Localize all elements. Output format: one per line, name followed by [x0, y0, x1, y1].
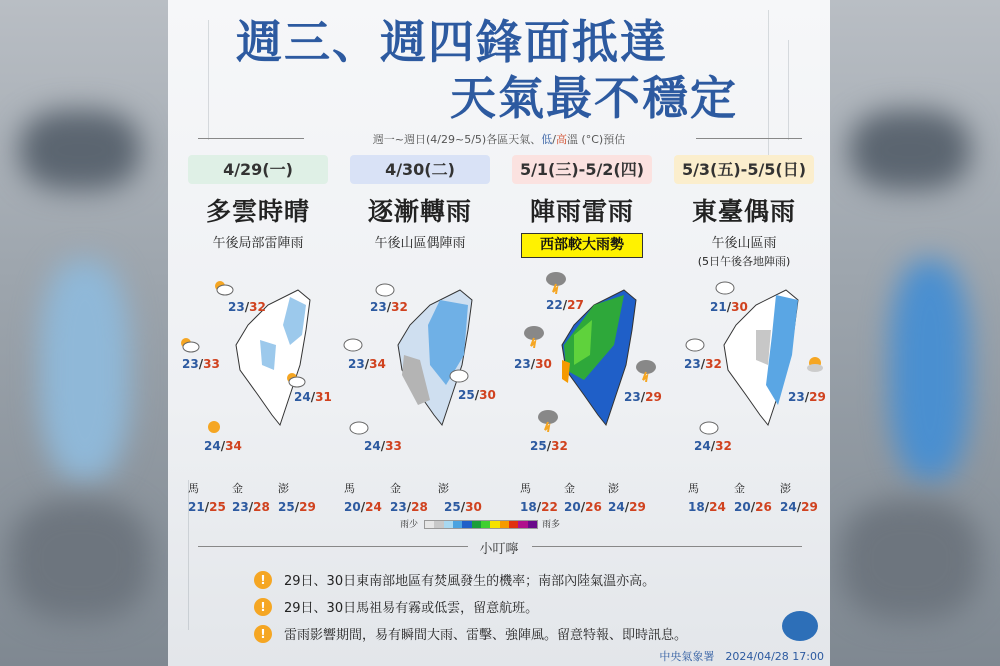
cloudy-icon: [348, 418, 370, 436]
cloudy-icon: [374, 280, 396, 298]
cloudy-icon: [714, 278, 736, 296]
date-pill: 4/29(一): [188, 155, 328, 184]
island-temp: 20/26: [734, 500, 772, 514]
weather-note: 午後局部雷陣雨: [212, 236, 304, 251]
partly-cloudy-icon: [284, 370, 306, 388]
island-label-kinmen: 金: [390, 482, 401, 495]
island-temp: 25/30: [444, 500, 482, 514]
day-column-3: [512, 155, 652, 258]
temp-central: 23/30: [514, 357, 552, 371]
thunderstorm-icon: [522, 324, 546, 348]
partly-cloudy-icon: [212, 278, 234, 296]
island-temp: 25/29: [278, 500, 316, 514]
island-label-kinmen: 金: [564, 482, 575, 495]
temp-south: 25/32: [530, 439, 568, 453]
warning-icon: !: [254, 598, 272, 616]
temp-central: 23/33: [182, 357, 220, 371]
tips-title: 小叮嚀: [479, 542, 519, 557]
weather-note: 午後山區偶陣雨: [374, 236, 466, 251]
temp-south: 24/33: [364, 439, 402, 453]
right-blurred-background: [830, 0, 1000, 666]
cloudy-icon: [342, 335, 364, 353]
rain-legend-bar: [424, 520, 538, 529]
date-pill: 5/1(三)-5/2(四): [512, 155, 652, 184]
temp-north: 23/32: [370, 300, 408, 314]
weather-summary: 多雲時晴: [205, 197, 310, 226]
island-temp: 24/29: [608, 500, 646, 514]
island-label-matsu: 馬: [344, 482, 355, 495]
island-temp: 20/26: [564, 500, 602, 514]
island-temp: 23/28: [390, 500, 428, 514]
cloudy-icon: [448, 366, 470, 384]
island-temp: 20/24: [344, 500, 382, 514]
title-line1: 週三、週四鋒面抵達: [236, 15, 668, 69]
island-label-matsu: 馬: [188, 482, 199, 495]
cloudy-icon: [684, 335, 706, 353]
island-temp: 21/25: [188, 500, 226, 514]
left-blurred-background: [0, 0, 168, 666]
island-label-kinmen: 金: [734, 482, 745, 495]
cwa-logo: [782, 611, 818, 641]
weather-note: 午後山區雨: [711, 236, 777, 251]
island-temp: 18/24: [688, 500, 726, 514]
warning-icon: !: [254, 571, 272, 589]
tip-item-3: 雷雨影響期間，易有瞬間大雨、雷擊、強陣風。留意特報、即時訊息。: [284, 628, 688, 643]
temp-central: 23/34: [348, 357, 386, 371]
island-label-penghu: 澎: [608, 482, 619, 495]
temp-north: 23/32: [228, 300, 266, 314]
temp-north: 21/30: [710, 300, 748, 314]
weather-summary: 陣雨雷雨: [529, 197, 634, 226]
thunderstorm-icon: [536, 408, 560, 432]
day-column-4: [674, 155, 814, 269]
thunderstorm-icon: [544, 270, 568, 294]
footer-source: 中央氣象署 2024/04/28 17:00: [659, 650, 824, 663]
tip-item-1: 29日、30日東南部地區有焚風發生的機率；南部內陸氣溫亦高。: [284, 574, 656, 589]
date-pill: 5/3(五)-5/5(日): [674, 155, 814, 184]
heavy-rain-tag: 西部較大雨勢: [521, 233, 643, 258]
island-label-penghu: 澎: [780, 482, 791, 495]
island-label-matsu: 馬: [688, 482, 699, 495]
thunderstorm-icon: [634, 358, 658, 382]
island-label-penghu: 澎: [438, 482, 449, 495]
island-temp: 18/22: [520, 500, 558, 514]
weather-poster: [168, 0, 830, 666]
island-label-penghu: 澎: [278, 482, 289, 495]
island-label-kinmen: 金: [232, 482, 243, 495]
temp-north: 22/27: [546, 298, 584, 312]
weather-summary: 逐漸轉雨: [367, 197, 472, 226]
legend-less: 雨少: [400, 520, 419, 530]
island-temp: 24/29: [780, 500, 818, 514]
subtitle: 週一~週日(4/29~5/5)各區天氣、低/高溫 (°C)預估: [372, 133, 626, 146]
day-column-1: [188, 155, 328, 251]
weather-summary: 東臺偶雨: [691, 197, 796, 226]
date-pill: 4/30(二): [350, 155, 490, 184]
temp-east: 25/30: [458, 388, 496, 402]
tip-item-2: 29日、30日馬祖易有霧或低雲，留意航班。: [284, 601, 539, 616]
sunny-icon: [204, 418, 226, 436]
temp-south: 24/32: [694, 439, 732, 453]
temp-central: 23/32: [684, 357, 722, 371]
temp-east: 23/29: [788, 390, 826, 404]
warning-icon: !: [254, 625, 272, 643]
temp-east: 23/29: [624, 390, 662, 404]
temp-east: 24/31: [294, 390, 332, 404]
island-label-matsu: 馬: [520, 482, 531, 495]
weather-note-2: (5日午後各地陣雨): [697, 255, 791, 268]
island-temp: 23/28: [232, 500, 270, 514]
temp-south: 24/34: [204, 439, 242, 453]
sun-rain-icon: [804, 354, 826, 376]
title-line2: 天氣最不穩定: [450, 71, 738, 125]
partly-cloudy-icon: [178, 335, 200, 353]
day-column-2: [350, 155, 490, 251]
cloudy-icon: [698, 418, 720, 436]
legend-more: 雨多: [542, 520, 561, 530]
